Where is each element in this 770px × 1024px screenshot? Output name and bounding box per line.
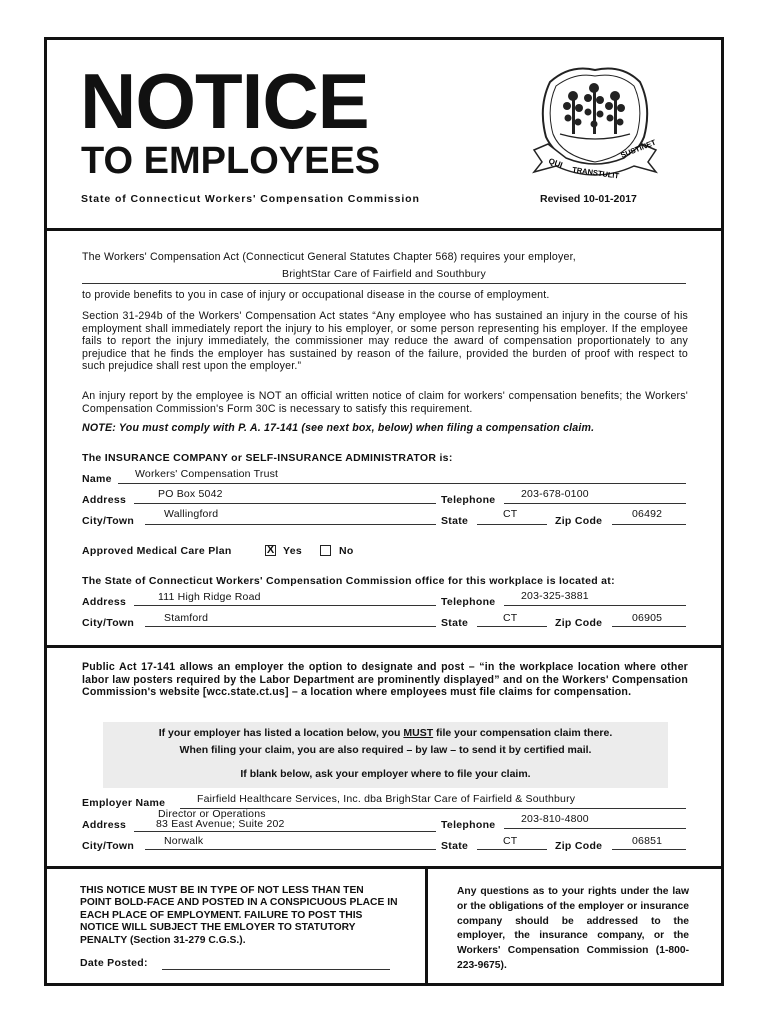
insurance-address-label: Address xyxy=(82,494,127,506)
office-zip-value: 06905 xyxy=(632,612,663,624)
injury-report-text: An injury report by the employee is NOT an official written notice of claim for workers' compensation benefits; the Workers' Compensation Commission's Form 30C is necessary to satisfy this requirement. xyxy=(82,390,688,415)
designated-employer-label: Employer Name xyxy=(82,797,166,809)
designated-telephone-value: 203-810-4800 xyxy=(521,813,589,825)
designated-city-underline xyxy=(145,849,436,850)
designated-city-value: Norwalk xyxy=(164,835,204,847)
designated-address-line-1: Director or Operations xyxy=(158,808,266,820)
insurance-telephone-value: 203-678-0100 xyxy=(521,488,589,500)
medical-no-label: No xyxy=(339,545,354,557)
insurance-name-label: Name xyxy=(82,473,112,485)
designated-address-label: Address xyxy=(82,819,127,831)
insurance-address-underline xyxy=(134,503,436,504)
designated-state-label: State xyxy=(441,840,469,852)
insurance-city-underline xyxy=(145,524,436,525)
designated-city-label: City/Town xyxy=(82,840,135,852)
office-address-value: 111 High Ridge Road xyxy=(158,591,261,603)
must-emphasis: MUST xyxy=(403,727,434,739)
office-zip-label: Zip Code xyxy=(555,617,603,629)
office-address-underline xyxy=(134,605,436,606)
section-31-294b-text: Section 31-294b of the Workers' Compensation Act states “Any employee who has sustained an injury in the course of his employment shall immediately report the injury to his employer, or some person representing his employer. If the employee fails to report the injury immediately, the commissioner may reduce the award of compensation proportionately to any prejudice that he finds the employer has sustained by reason of the failure, provided the burden of proof with respect to such prejudice shall rest upon the employer.” xyxy=(82,310,688,373)
designated-zip-label: Zip Code xyxy=(555,840,603,852)
medical-yes-label: Yes xyxy=(283,545,303,557)
insurance-city-value: Wallingford xyxy=(164,508,219,520)
svg-text:QUI: QUI xyxy=(547,156,564,170)
employer-name-underline xyxy=(82,283,686,284)
office-telephone-value: 203-325-3881 xyxy=(521,590,589,602)
medical-care-plan-label: Approved Medical Care Plan xyxy=(82,545,232,557)
footer-vertical-divider xyxy=(425,868,428,986)
insurance-state-label: State xyxy=(441,515,469,527)
designated-state-value: CT xyxy=(503,835,518,847)
office-heading: The State of Connecticut Workers' Compensation Commission office for this workplace is located at: xyxy=(82,575,615,587)
instructions-line-2: When filing your claim, you are also required – by law – to send it by certified mail. xyxy=(179,744,592,756)
office-address-label: Address xyxy=(82,596,127,608)
svg-text:SUSTINET: SUSTINET xyxy=(619,137,658,160)
page-subtitle: TO EMPLOYEES xyxy=(81,140,381,182)
public-act-text: Public Act 17-141 allows an employer the option to designate and post – “in the workplace location where other labor law posters required by the Labor Department are prominently displayed” and on the Workers' Compensation Commission's website [wcc.state.ct.us] – a location where employees must file claims for compensation. xyxy=(82,661,688,699)
office-city-label: City/Town xyxy=(82,617,135,629)
public-act-divider xyxy=(44,645,724,648)
office-city-value: Stamford xyxy=(164,612,209,624)
svg-text:TRANSTULIT: TRANSTULIT xyxy=(571,165,620,181)
revised-date: Revised 10-01-2017 xyxy=(540,193,637,205)
designated-zip-underline xyxy=(612,849,686,850)
insurance-zip-value: 06492 xyxy=(632,508,663,520)
compliance-note: NOTE: You must comply with P. A. 17-141 (see next box, below) when filing a compensation claim. xyxy=(82,422,595,434)
office-zip-underline xyxy=(612,626,686,627)
insurance-zip-label: Zip Code xyxy=(555,515,603,527)
insurance-telephone-label: Telephone xyxy=(441,494,496,506)
date-posted-label: Date Posted: xyxy=(80,957,148,969)
medical-no-checkbox[interactable] xyxy=(320,545,331,556)
insurance-heading: The INSURANCE COMPANY or SELF-INSURANCE ADMINISTRATOR is: xyxy=(82,452,453,464)
designated-employer-value: Fairfield Healthcare Services, Inc. dba BrighStar Care of Fairfield & Southbury xyxy=(197,793,576,805)
office-city-underline xyxy=(145,626,436,627)
insurance-name-value: Workers' Compensation Trust xyxy=(135,468,279,480)
questions-contact-text: Any questions as to your rights under the law or the obligations of the employer or insurance company should be addressed to the employer, the insurance company, or the Workers' Compensation Commission (1-800-223-9675). xyxy=(457,886,689,971)
agency-name: State of Connecticut Workers' Compensation Commission xyxy=(81,193,420,205)
medical-yes-checkbox[interactable]: X xyxy=(266,544,275,556)
header-divider xyxy=(44,228,724,231)
insurance-zip-underline xyxy=(612,524,686,525)
office-state-value: CT xyxy=(503,612,518,624)
page-title: NOTICE xyxy=(80,57,369,145)
insurance-name-underline xyxy=(118,483,686,484)
insurance-state-value: CT xyxy=(503,508,518,520)
employer-name-value: BrightStar Care of Fairfield and Southbury xyxy=(282,268,486,280)
insurance-address-value: PO Box 5042 xyxy=(158,488,223,500)
insurance-state-underline xyxy=(477,524,547,525)
office-telephone-underline xyxy=(504,605,686,606)
intro-line-2: to provide benefits to you in case of injury or occupational disease in the course of employment. xyxy=(82,289,550,301)
connecticut-state-seal xyxy=(530,62,660,182)
intro-line-1: The Workers' Compensation Act (Connecticut General Statutes Chapter 568) requires your employer, xyxy=(82,251,576,263)
insurance-telephone-underline xyxy=(504,503,686,504)
office-telephone-label: Telephone xyxy=(441,596,496,608)
office-state-label: State xyxy=(441,617,469,629)
office-state-underline xyxy=(477,626,547,627)
designated-address-underline xyxy=(134,831,436,832)
instructions-line-1: If your employer has listed a location below, you MUST file your compensation claim there. xyxy=(158,727,613,739)
instructions-line-3: If blank below, ask your employer where to file your claim. xyxy=(240,768,531,780)
footer-divider xyxy=(44,866,724,869)
date-posted-underline xyxy=(162,969,390,970)
designated-state-underline xyxy=(477,849,547,850)
designated-telephone-label: Telephone xyxy=(441,819,496,831)
designated-telephone-underline xyxy=(504,828,686,829)
posting-requirement-text: THIS NOTICE MUST BE IN TYPE OF NOT LESS THAN TEN POINT BOLD-FACE AND POSTED IN A CONSPICUOUS PLACE IN EACH PLACE OF EMPLOYMENT. FAILURE TO POST THIS NOTICE WILL SUBJECT THE EMLOYER TO STATUTORY PENALTY (Section 31-279 C.G.S.). xyxy=(80,885,398,946)
insurance-city-label: City/Town xyxy=(82,515,135,527)
designated-address-line-2: 83 East Avenue; Suite 202 xyxy=(156,818,285,830)
designated-zip-value: 06851 xyxy=(632,835,663,847)
